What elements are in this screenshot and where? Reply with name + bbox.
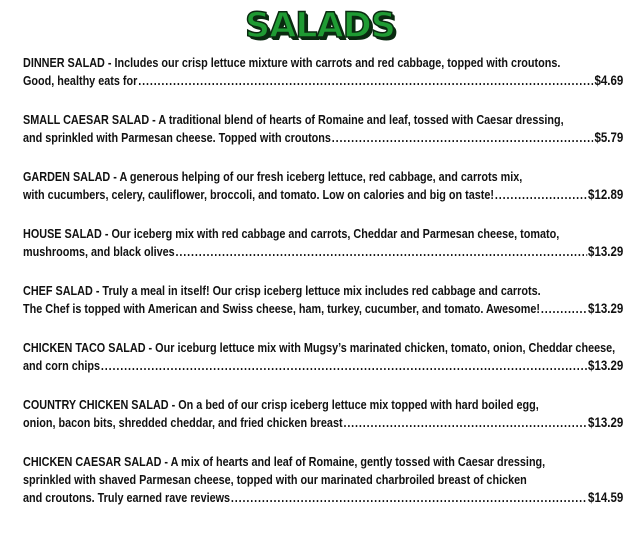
item-name: HOUSE SALAD <box>23 227 102 241</box>
menu-items <box>23 54 623 528</box>
item-description: - Our iceburg lettuce mix with Mugsy’s marinated chicken, tomato, onion, Cheddar cheese, <box>148 341 616 355</box>
item-description: - A mix of hearts and leaf of Romaine, gently tossed with Caesar dressing, <box>164 455 546 469</box>
item-description: mushrooms, and black olives <box>23 245 175 259</box>
item-name: DINNER SALAD <box>23 56 105 70</box>
menu-item-dinner-salad <box>23 54 623 90</box>
item-description: - Our iceberg mix with red cabbage and carrots, Cheddar and Parmesan cheese, tomato, <box>104 227 560 241</box>
menu-item-chicken-caesar-salad <box>23 453 623 507</box>
item-description: onion, bacon bits, shredded cheddar, and fried chicken breast <box>23 416 343 430</box>
dot-leader <box>176 243 588 261</box>
dot-leader <box>332 129 594 147</box>
dot-leader <box>495 186 587 204</box>
item-description: - A traditional blend of hearts of Romaine and leaf, tossed with Caesar dressing, <box>152 113 564 127</box>
item-price: $13.29 <box>588 301 624 316</box>
item-name: CHEF SALAD <box>23 284 93 298</box>
menu-item-chicken-taco-salad <box>23 339 623 375</box>
item-description: with cucumbers, celery, cauliflower, broccoli, and tomato. Low on calories and big on taste! <box>23 188 495 202</box>
dot-leader <box>101 357 587 375</box>
item-description: and sprinkled with Parmesan cheese. Topped with croutons <box>23 131 331 145</box>
dot-leader <box>343 414 587 432</box>
item-description: sprinkled with shaved Parmesan cheese, topped with our marinated charbroiled breast of chicken <box>23 473 527 487</box>
menu-title: SALADS <box>245 6 395 46</box>
item-description: - Truly a meal in itself! Our crisp iceberg lettuce mix includes red cabbage and carrots. <box>95 284 541 298</box>
item-description: - A generous helping of our fresh iceberg lettuce, red cabbage, and carrots mix, <box>113 170 523 184</box>
item-price: $13.29 <box>588 415 624 430</box>
menu-item-chef-salad <box>23 282 623 318</box>
item-description: - Includes our crisp lettuce mixture with carrots and red cabbage, topped with croutons. <box>107 56 561 70</box>
menu-item-small-caesar-salad <box>23 111 623 147</box>
item-price: $4.69 <box>594 73 624 88</box>
item-description: and croutons. Truly earned rave reviews <box>23 491 231 505</box>
dot-leader <box>231 489 587 507</box>
menu-item-country-chicken-salad <box>23 396 623 432</box>
item-name: SMALL CAESAR SALAD <box>23 113 150 127</box>
item-price: $5.79 <box>594 130 624 145</box>
item-price: $13.29 <box>588 358 624 373</box>
dot-leader <box>541 300 587 318</box>
item-name: CHICKEN TACO SALAD <box>23 341 146 355</box>
item-description: - On a bed of our crisp iceberg lettuce mix topped with hard boiled egg, <box>171 398 539 412</box>
item-name: GARDEN SALAD <box>23 170 111 184</box>
dot-leader <box>138 72 593 90</box>
menu-item-house-salad <box>23 225 623 261</box>
item-price: $14.59 <box>588 490 624 505</box>
item-price: $12.89 <box>588 187 624 202</box>
item-description: The Chef is topped with American and Swiss cheese, ham, turkey, cucumber, and tomato. Awesome! <box>23 302 540 316</box>
menu-item-garden-salad <box>23 168 623 204</box>
item-name: CHICKEN CAESAR SALAD <box>23 455 162 469</box>
item-description: and corn chips <box>23 359 101 373</box>
item-description: Good, healthy eats for <box>23 74 138 88</box>
item-name: COUNTRY CHICKEN SALAD <box>23 398 169 412</box>
item-price: $13.29 <box>588 244 624 259</box>
